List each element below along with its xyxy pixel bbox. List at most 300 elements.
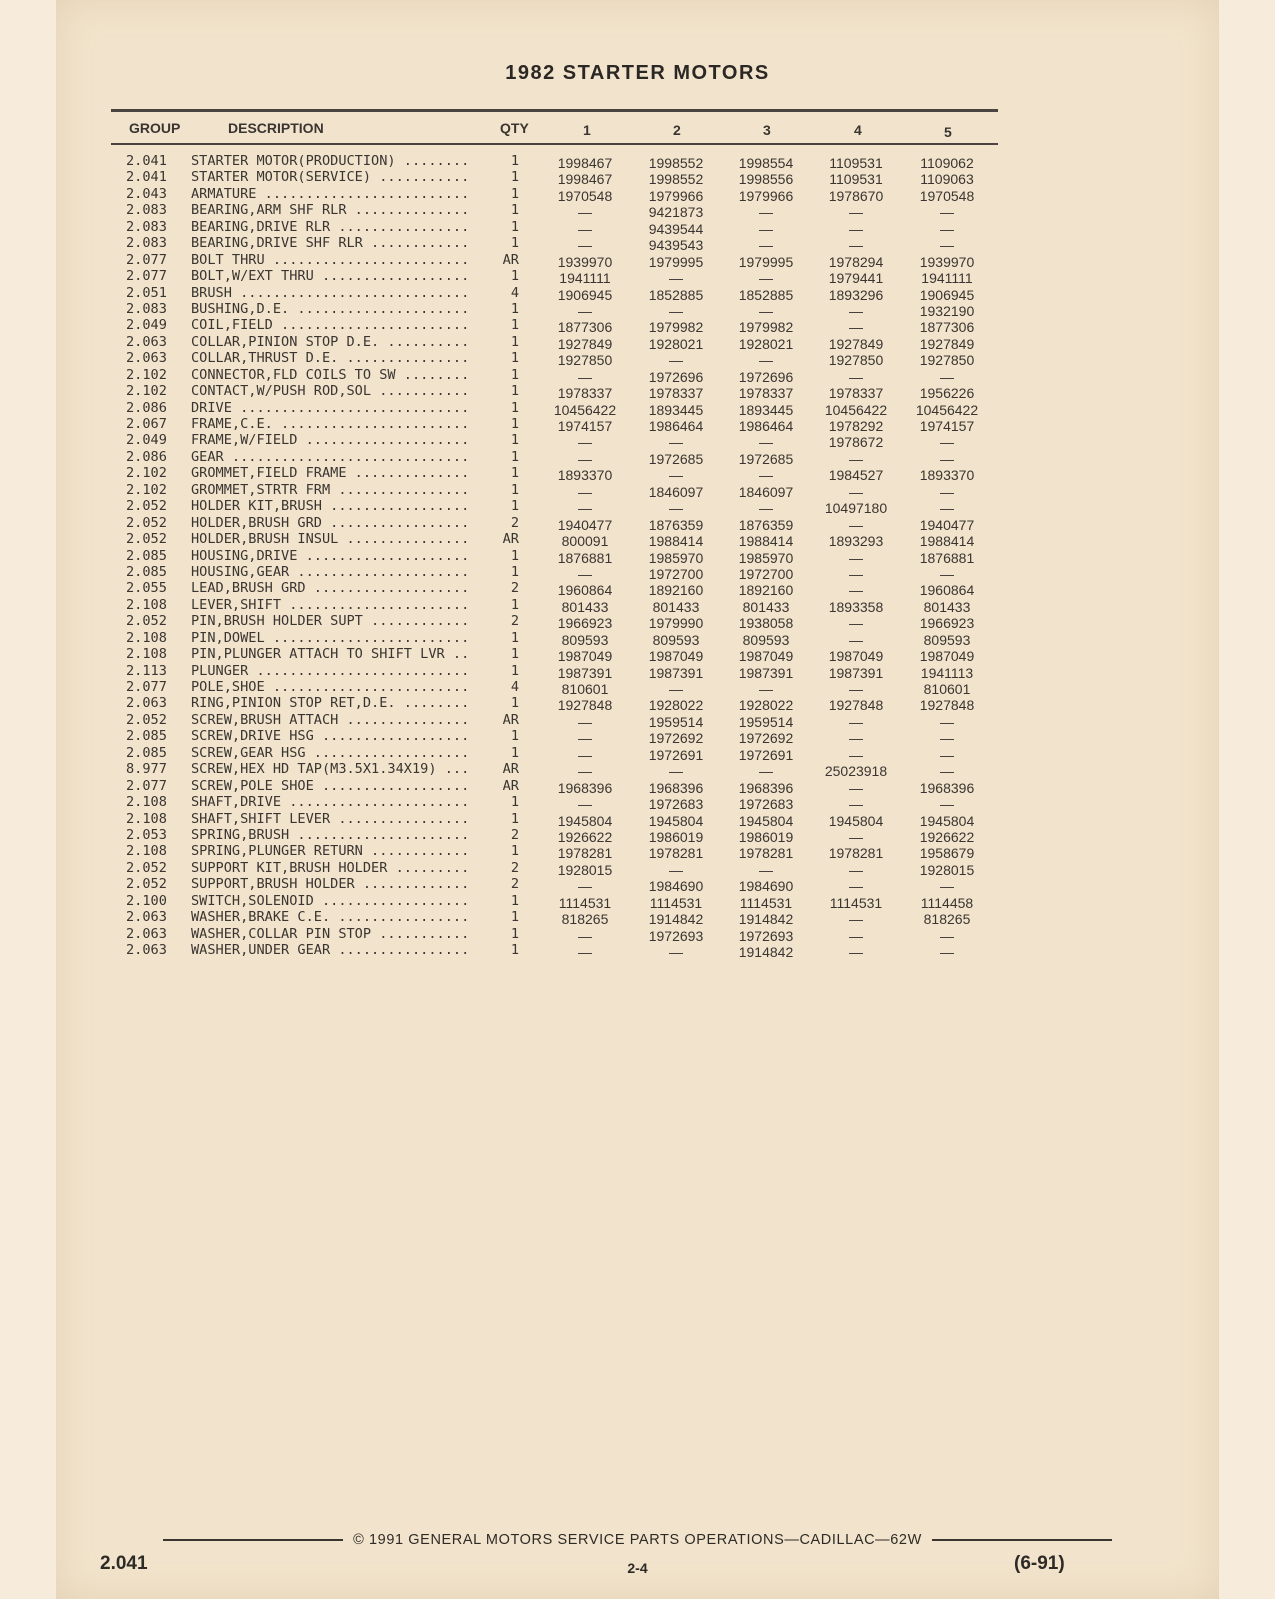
part-number-col-5: 1927848 xyxy=(919,697,975,714)
part-number-col-3: 1893445 xyxy=(738,401,794,418)
part-number-col-1: 1974157 xyxy=(557,418,613,434)
part-number-col-3: 1979982 xyxy=(738,319,794,336)
group-cell: 2.108 xyxy=(126,629,167,646)
part-number-col-3: 1979966 xyxy=(738,187,794,204)
part-number-col-4: 1927850 xyxy=(828,352,884,369)
description-cell: COIL,FIELD ....................... xyxy=(191,317,470,334)
qty-cell: 1 xyxy=(510,547,519,564)
part-number-col-4: 1893358 xyxy=(828,598,884,615)
part-number-col-1: — xyxy=(578,730,592,747)
group-cell: 2.077 xyxy=(126,268,167,285)
group-cell: 2.049 xyxy=(126,432,167,449)
table-row xyxy=(0,942,1275,958)
header-col-1: 1 xyxy=(583,122,591,138)
group-cell: 2.083 xyxy=(126,202,167,219)
description-cell: SCREW,POLE SHOE .................. xyxy=(191,777,470,794)
part-number-col-1: — xyxy=(578,746,592,763)
description-cell: RING,PINION STOP RET,D.E. ........ xyxy=(191,695,470,712)
qty-cell: 1 xyxy=(510,909,519,926)
description-cell: POLE,SHOE ........................ xyxy=(191,679,470,695)
description-cell: PLUNGER .......................... xyxy=(191,662,470,679)
qty-cell: 1 xyxy=(510,416,519,432)
group-cell: 2.085 xyxy=(126,547,167,564)
part-number-col-1: — xyxy=(578,713,592,730)
description-cell: ARMATURE ......................... xyxy=(191,185,470,202)
group-cell: 2.067 xyxy=(126,416,167,432)
part-number-col-2: 1945804 xyxy=(648,812,704,829)
part-number-col-5: 1939970 xyxy=(919,253,975,270)
part-number-col-5: 1877306 xyxy=(919,319,975,336)
group-cell: 2.063 xyxy=(126,942,167,958)
part-number-col-4: 1978281 xyxy=(828,845,884,862)
part-number-col-3: 1852885 xyxy=(738,286,794,303)
part-number-col-4: 1893293 xyxy=(828,533,884,550)
group-cell: 2.108 xyxy=(126,810,167,827)
part-number-col-5: — xyxy=(940,796,954,813)
part-number-col-5: — xyxy=(940,500,954,517)
footer-rule-right xyxy=(932,1539,1112,1541)
part-number-col-3: 1978337 xyxy=(738,385,794,402)
part-number-col-3: 1972691 xyxy=(738,746,794,763)
qty-cell: AR xyxy=(502,531,519,548)
qty-cell: 1 xyxy=(510,317,519,334)
group-cell: 2.041 xyxy=(126,169,167,186)
part-number-col-2: 1972693 xyxy=(648,927,704,944)
table-row xyxy=(0,646,1275,665)
description-cell: BOLT THRU ........................ xyxy=(191,251,470,268)
part-number-col-1: 1987049 xyxy=(557,648,613,665)
part-number-col-2: 9439543 xyxy=(648,237,704,254)
part-number-col-1: — xyxy=(578,368,592,385)
table-row xyxy=(0,235,1275,254)
group-cell: 2.051 xyxy=(126,284,167,301)
qty-cell: 1 xyxy=(510,728,519,745)
description-cell: LEAD,BRUSH GRD ................... xyxy=(191,580,470,597)
qty-cell: 1 xyxy=(510,218,519,235)
part-number-col-3: — xyxy=(759,237,773,254)
qty-cell: 1 xyxy=(510,843,519,860)
group-cell: 2.077 xyxy=(126,679,167,695)
group-cell: 2.108 xyxy=(126,794,167,811)
description-cell: LEVER,SHIFT ...................... xyxy=(191,596,470,613)
part-number-col-5: 1932190 xyxy=(919,302,975,319)
table-row xyxy=(0,416,1275,432)
part-number-col-4: — xyxy=(849,302,863,319)
description-cell: FRAME,C.E. ....................... xyxy=(191,416,470,432)
part-number-col-4: 1978337 xyxy=(828,385,884,402)
part-number-col-4: — xyxy=(849,713,863,730)
table-row xyxy=(0,400,1275,416)
description-cell: SCREW,GEAR HSG ................... xyxy=(191,744,470,761)
description-cell: FRAME,W/FIELD .................... xyxy=(191,432,470,449)
part-number-col-4: — xyxy=(849,483,863,500)
qty-cell: 1 xyxy=(510,794,519,811)
group-cell: 2.086 xyxy=(126,448,167,465)
description-cell: STARTER MOTOR(PRODUCTION) ........ xyxy=(191,153,470,169)
part-number-col-1: 1906945 xyxy=(557,286,613,303)
table-row xyxy=(0,301,1275,317)
description-cell: CONTACT,W/PUSH ROD,SOL ........... xyxy=(191,383,470,400)
part-number-col-2: 1914842 xyxy=(648,911,704,928)
part-number-col-1: 800091 xyxy=(561,533,609,550)
part-number-col-5: 1109062 xyxy=(920,155,974,171)
part-number-col-3: — xyxy=(759,467,773,484)
group-cell: 2.043 xyxy=(126,185,167,202)
qty-cell: AR xyxy=(502,711,519,728)
description-cell: BRUSH ............................ xyxy=(191,284,470,301)
group-cell: 2.083 xyxy=(126,300,167,317)
part-number-col-4: — xyxy=(849,582,863,599)
table-row xyxy=(0,252,1275,268)
part-number-col-4: 1978294 xyxy=(828,253,884,270)
table-row xyxy=(0,745,1275,761)
part-number-col-5: 1956226 xyxy=(919,385,975,402)
table-row xyxy=(0,268,1275,287)
description-cell: SHAFT,DRIVE ...................... xyxy=(191,794,470,811)
qty-cell: 1 xyxy=(510,925,519,942)
qty-cell: 1 xyxy=(510,744,519,761)
part-number-col-5: 810601 xyxy=(923,681,971,697)
description-cell: HOUSING,DRIVE .................... xyxy=(191,547,470,564)
qty-cell: 1 xyxy=(510,432,519,449)
table-row xyxy=(0,926,1275,942)
part-number-col-3: 1978281 xyxy=(738,845,794,862)
description-cell: GROMMET,FIELD FRAME .............. xyxy=(191,465,470,482)
part-number-col-2: 1972691 xyxy=(648,746,704,763)
table-row xyxy=(0,350,1275,369)
description-cell: SWITCH,SOLENOID .................. xyxy=(191,892,470,909)
description-cell: CONNECTOR,FLD COILS TO SW ........ xyxy=(191,366,470,383)
table-row xyxy=(0,153,1275,169)
footer-rule-left xyxy=(163,1539,343,1541)
header-col-5: 5 xyxy=(944,124,952,140)
part-number-col-4: — xyxy=(849,944,863,960)
part-number-col-1: — xyxy=(578,220,592,237)
qty-cell: 1 xyxy=(510,563,519,580)
part-number-col-4: 10497180 xyxy=(824,500,888,517)
part-number-col-5: 818265 xyxy=(923,911,971,928)
part-number-col-5: 1968396 xyxy=(919,779,975,796)
part-number-col-2: 1987049 xyxy=(648,648,704,665)
description-cell: DRIVE ............................ xyxy=(191,399,470,416)
qty-cell: 1 xyxy=(510,448,519,465)
part-number-col-4: 25023918 xyxy=(824,763,888,780)
part-number-col-2: 1928021 xyxy=(648,335,704,352)
qty-cell: 1 xyxy=(510,662,519,679)
part-number-col-1: 1893370 xyxy=(557,467,613,484)
part-number-col-1: — xyxy=(578,565,592,582)
part-number-col-5: 1960864 xyxy=(919,582,975,599)
group-cell: 2.053 xyxy=(126,826,167,843)
header-col-2: 2 xyxy=(673,122,681,138)
table-row xyxy=(0,367,1275,383)
part-number-col-4: 1984527 xyxy=(828,467,884,484)
part-number-col-3: 1988414 xyxy=(738,533,794,550)
part-number-col-5: — xyxy=(940,220,954,237)
qty-cell: AR xyxy=(502,251,519,268)
part-number-col-4: — xyxy=(849,319,863,336)
part-number-col-1: 1987391 xyxy=(557,664,613,681)
table-row xyxy=(0,334,1275,350)
header-qty: QTY xyxy=(500,120,529,136)
part-number-col-1: — xyxy=(578,878,592,895)
part-number-col-1: — xyxy=(578,927,592,944)
part-number-col-2: 1846097 xyxy=(648,483,704,500)
table-row xyxy=(0,219,1275,235)
part-number-col-1: 801433 xyxy=(561,598,609,615)
header-top-rule xyxy=(111,109,998,112)
group-cell: 2.052 xyxy=(126,498,167,515)
qty-cell: 1 xyxy=(510,498,519,515)
part-number-col-2: 809593 xyxy=(652,631,700,648)
group-cell: 2.052 xyxy=(126,531,167,548)
group-cell: 2.108 xyxy=(126,843,167,860)
part-number-col-3: 1945804 xyxy=(738,812,794,829)
part-number-col-4: 1114531 xyxy=(829,894,883,911)
part-number-col-1: 1927849 xyxy=(557,335,613,352)
part-number-col-2: — xyxy=(669,763,683,780)
part-number-col-4: — xyxy=(849,368,863,385)
header-bottom-rule xyxy=(111,143,998,145)
description-cell: PIN,PLUNGER ATTACH TO SHIFT LVR .. xyxy=(191,646,470,663)
part-number-col-3: 1846097 xyxy=(738,483,794,500)
table-header xyxy=(0,120,1275,142)
description-cell: BEARING,ARM SHF RLR .............. xyxy=(191,202,470,219)
group-cell: 8.977 xyxy=(126,761,167,778)
part-number-col-4: — xyxy=(849,730,863,747)
table-row xyxy=(0,498,1275,517)
part-number-col-2: 1998552 xyxy=(648,171,704,188)
group-cell: 2.049 xyxy=(126,317,167,334)
part-number-col-2: 1987391 xyxy=(648,664,704,681)
part-number-col-3: 1972685 xyxy=(738,450,794,467)
description-cell: SPRING,BRUSH ..................... xyxy=(191,826,470,843)
description-cell: WASHER,BRAKE C.E. ................ xyxy=(191,909,470,926)
part-number-col-1: 1945804 xyxy=(557,812,613,829)
part-number-col-4: — xyxy=(849,927,863,944)
part-number-col-2: — xyxy=(669,352,683,369)
part-number-col-5: — xyxy=(940,746,954,763)
qty-cell: 2 xyxy=(510,826,519,843)
group-cell: 2.102 xyxy=(126,366,167,383)
table-row xyxy=(0,630,1275,646)
part-number-col-3: 1892160 xyxy=(738,582,794,599)
table-row xyxy=(0,778,1275,794)
part-number-col-2: 1114531 xyxy=(649,894,703,911)
part-number-col-1: — xyxy=(578,500,592,517)
footer-group-number: 2.041 xyxy=(100,1553,148,1574)
group-cell: 2.041 xyxy=(126,153,167,169)
table-row xyxy=(0,169,1275,188)
part-number-col-3: 1928021 xyxy=(738,335,794,352)
table-row xyxy=(0,827,1275,843)
description-cell: BEARING,DRIVE SHF RLR ............ xyxy=(191,235,470,252)
table-row xyxy=(0,860,1275,876)
table-row xyxy=(0,712,1275,728)
part-number-col-4: — xyxy=(849,450,863,467)
table-row xyxy=(0,663,1275,679)
part-number-col-3: 1114531 xyxy=(739,894,793,911)
description-cell: PIN,BRUSH HOLDER SUPT ............ xyxy=(191,613,470,630)
table-row xyxy=(0,794,1275,813)
part-number-col-4: — xyxy=(849,631,863,648)
part-number-col-5: 1970548 xyxy=(919,187,975,204)
table-row xyxy=(0,548,1275,564)
copyright-text: © 1991 GENERAL MOTORS SERVICE PARTS OPERATIONS—CADILLAC—62W xyxy=(353,1532,922,1548)
part-number-col-5: 1945804 xyxy=(919,812,975,829)
part-number-col-2: — xyxy=(669,500,683,517)
group-cell: 2.052 xyxy=(126,876,167,893)
part-number-col-2: 1998552 xyxy=(648,155,704,171)
part-number-col-2: 1972683 xyxy=(648,796,704,813)
part-number-col-2: 1972685 xyxy=(648,450,704,467)
part-number-col-4: 1109531 xyxy=(829,171,883,188)
part-number-col-2: 1979966 xyxy=(648,187,704,204)
part-number-col-5: 1940477 xyxy=(919,516,975,533)
description-cell: GEAR ............................. xyxy=(191,448,470,465)
part-number-col-5: 1958679 xyxy=(919,845,975,862)
qty-cell: 1 xyxy=(510,481,519,498)
table-row xyxy=(0,843,1275,862)
qty-cell: 1 xyxy=(510,169,519,186)
description-cell: HOLDER,BRUSH INSUL ............... xyxy=(191,531,470,548)
table-row xyxy=(0,876,1275,895)
qty-cell: 2 xyxy=(510,859,519,876)
part-number-col-5: — xyxy=(940,565,954,582)
part-number-col-5: — xyxy=(940,368,954,385)
parts-table xyxy=(0,153,1275,958)
part-number-col-3: 1972693 xyxy=(738,927,794,944)
description-cell: STARTER MOTOR(SERVICE) ........... xyxy=(191,169,470,186)
part-number-col-5: 1966923 xyxy=(919,615,975,632)
group-cell: 2.052 xyxy=(126,514,167,531)
table-row xyxy=(0,482,1275,498)
qty-cell: 1 xyxy=(510,153,519,169)
part-number-col-1: — xyxy=(578,796,592,813)
part-number-col-2: 1972696 xyxy=(648,368,704,385)
part-number-col-3: — xyxy=(759,434,773,451)
part-number-col-2: 1979982 xyxy=(648,319,704,336)
part-number-col-5: — xyxy=(940,763,954,780)
part-number-col-1: 1939970 xyxy=(557,253,613,270)
part-number-col-3: — xyxy=(759,270,773,287)
group-cell: 2.077 xyxy=(126,251,167,268)
group-cell: 2.063 xyxy=(126,333,167,350)
part-number-col-2: 9421873 xyxy=(648,204,704,221)
group-cell: 2.102 xyxy=(126,481,167,498)
part-number-col-3: — xyxy=(759,681,773,697)
part-number-col-1: 1978337 xyxy=(557,385,613,402)
part-number-col-3: 1979995 xyxy=(738,253,794,270)
part-number-col-3: 809593 xyxy=(742,631,790,648)
qty-cell: 2 xyxy=(510,514,519,531)
group-cell: 2.102 xyxy=(126,383,167,400)
part-number-col-5: — xyxy=(940,878,954,895)
part-number-col-3: 1985970 xyxy=(738,549,794,566)
table-row xyxy=(0,695,1275,714)
qty-cell: 1 xyxy=(510,383,519,400)
qty-cell: 1 xyxy=(510,366,519,383)
part-number-col-4: — xyxy=(849,565,863,582)
part-number-col-2: 1986019 xyxy=(648,828,704,845)
part-number-col-2: 1988414 xyxy=(648,533,704,550)
part-number-col-4: 1987391 xyxy=(828,664,884,681)
qty-cell: 1 xyxy=(510,235,519,252)
part-number-col-2: — xyxy=(669,681,683,697)
part-number-col-1: 818265 xyxy=(561,911,609,928)
part-number-col-3: — xyxy=(759,220,773,237)
table-row xyxy=(0,679,1275,695)
part-number-col-4: 1927849 xyxy=(828,335,884,352)
part-number-col-3: 1987049 xyxy=(738,648,794,665)
part-number-col-4: — xyxy=(849,796,863,813)
part-number-col-5: 1988414 xyxy=(919,533,975,550)
part-number-col-5: 1928015 xyxy=(919,861,975,878)
part-number-col-1: 1968396 xyxy=(557,779,613,796)
part-number-col-2: 1984690 xyxy=(648,878,704,895)
part-number-col-1: — xyxy=(578,944,592,960)
description-cell: HOUSING,GEAR ..................... xyxy=(191,563,470,580)
part-number-col-2: 1928022 xyxy=(648,697,704,714)
group-cell: 2.086 xyxy=(126,399,167,416)
group-cell: 2.108 xyxy=(126,596,167,613)
group-cell: 2.077 xyxy=(126,777,167,794)
table-row xyxy=(0,317,1275,336)
part-number-col-2: 1986464 xyxy=(648,418,704,434)
table-row xyxy=(0,811,1275,827)
part-number-col-2: 1876359 xyxy=(648,516,704,533)
part-number-col-1: 1928015 xyxy=(557,861,613,878)
part-number-col-1: — xyxy=(578,434,592,451)
part-number-col-1: 1927850 xyxy=(557,352,613,369)
part-number-col-3: 1914842 xyxy=(738,944,794,960)
group-cell: 2.052 xyxy=(126,859,167,876)
part-number-col-3: — xyxy=(759,763,773,780)
group-cell: 2.055 xyxy=(126,580,167,597)
group-cell: 2.063 xyxy=(126,350,167,367)
part-number-col-3: 1876359 xyxy=(738,516,794,533)
description-cell: SCREW,HEX HD TAP(M3.5X1.34X19) ... xyxy=(191,761,470,778)
part-number-col-5: — xyxy=(940,450,954,467)
part-number-col-2: 1978281 xyxy=(648,845,704,862)
header-description: DESCRIPTION xyxy=(228,120,324,136)
description-cell: WASHER,COLLAR PIN STOP ........... xyxy=(191,925,470,942)
part-number-col-4: 1109531 xyxy=(829,155,883,171)
part-number-col-5: — xyxy=(940,730,954,747)
part-number-col-3: — xyxy=(759,861,773,878)
part-number-col-1: — xyxy=(578,763,592,780)
copyright-line xyxy=(0,1532,1275,1548)
group-cell: 2.113 xyxy=(126,662,167,679)
part-number-col-4: — xyxy=(849,878,863,895)
part-number-col-1: 1966923 xyxy=(557,615,613,632)
qty-cell: AR xyxy=(502,761,519,778)
part-number-col-5: — xyxy=(940,944,954,960)
qty-cell: 1 xyxy=(510,185,519,202)
description-cell: HOLDER KIT,BRUSH ................. xyxy=(191,498,470,515)
part-number-col-4: 1927848 xyxy=(828,697,884,714)
part-number-col-2: 1979995 xyxy=(648,253,704,270)
group-cell: 2.063 xyxy=(126,695,167,712)
part-number-col-3: 1972696 xyxy=(738,368,794,385)
part-number-col-3: 1972700 xyxy=(738,565,794,582)
part-number-col-5: 1876881 xyxy=(919,549,975,566)
part-number-col-3: — xyxy=(759,500,773,517)
part-number-col-1: — xyxy=(578,450,592,467)
part-number-col-3: — xyxy=(759,204,773,221)
part-number-col-1: — xyxy=(578,237,592,254)
qty-cell: 1 xyxy=(510,646,519,663)
